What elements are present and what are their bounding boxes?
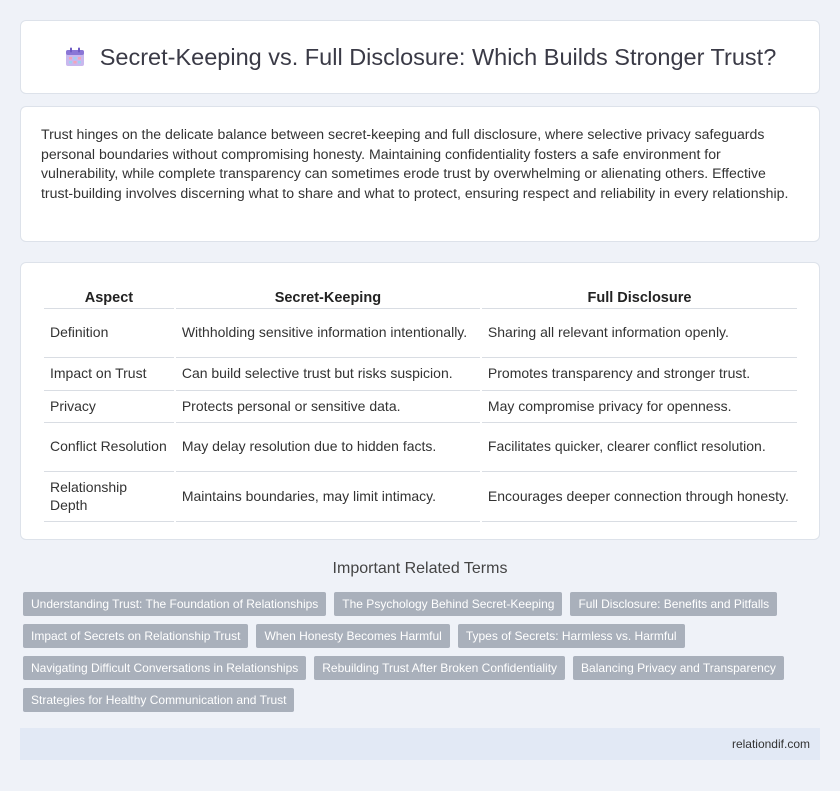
cell-secret-keeping: Maintains boundaries, may limit intimacy. (176, 472, 480, 522)
header-full-disclosure: Full Disclosure (482, 283, 797, 309)
cell-full-disclosure: Encourages deeper connection through honesty. (482, 472, 797, 522)
related-tag[interactable]: Rebuilding Trust After Broken Confidentiality (314, 656, 565, 680)
cell-aspect: Impact on Trust (44, 358, 174, 391)
intro-card (20, 106, 820, 242)
footer (20, 728, 820, 760)
related-tags (23, 592, 803, 712)
related-tag[interactable]: Full Disclosure: Benefits and Pitfalls (570, 592, 777, 616)
cell-secret-keeping: May delay resolution due to hidden facts. (176, 423, 480, 472)
related-tag[interactable]: Navigating Difficult Conversations in Relationships (23, 656, 306, 680)
related-tag[interactable]: Understanding Trust: The Foundation of Relationships (23, 592, 326, 616)
cell-aspect: Privacy (44, 391, 174, 424)
table-row (44, 309, 797, 358)
cell-full-disclosure: Sharing all relevant information openly. (482, 309, 797, 358)
calendar-icon (64, 46, 86, 68)
cell-full-disclosure: Facilitates quicker, clearer conflict resolution. (482, 423, 797, 472)
table-row (44, 358, 797, 391)
cell-aspect: Definition (44, 309, 174, 358)
page-title: Secret-Keeping vs. Full Disclosure: Which Builds Stronger Trust? (99, 43, 777, 70)
related-tag[interactable]: The Psychology Behind Secret-Keeping (334, 592, 562, 616)
footer-site[interactable]: relationdif.com (731, 737, 810, 751)
intro-text: Trust hinges on the delicate balance between secret-keeping and full disclosure, where selective privacy safeguards personal boundaries without compromising honesty. Maintaining confidentiality fosters a safe environment for vulnerability, while complete transparency can sometimes erode trust by overwhelming or alienating others. Effective trust-building involves discerning what to share and what to protect, ensuring respect and reliability in every relationship. (41, 126, 789, 201)
cell-full-disclosure: May compromise privacy for openness. (482, 391, 797, 424)
related-tag[interactable]: Strategies for Healthy Communication and Trust (23, 688, 294, 712)
cell-aspect: Relationship Depth (44, 472, 174, 522)
cell-secret-keeping: Withholding sensitive information intentionally. (176, 309, 480, 358)
related-tag[interactable]: Types of Secrets: Harmless vs. Harmful (458, 624, 685, 648)
cell-full-disclosure: Promotes transparency and stronger trust. (482, 358, 797, 391)
table-header-row (44, 283, 797, 309)
cell-secret-keeping: Protects personal or sensitive data. (176, 391, 480, 424)
cell-aspect: Conflict Resolution (44, 423, 174, 472)
related-tag[interactable]: Balancing Privacy and Transparency (573, 656, 784, 680)
page-header (20, 20, 820, 94)
table-row (44, 423, 797, 472)
comparison-card (20, 262, 820, 540)
cell-secret-keeping: Can build selective trust but risks suspicion. (176, 358, 480, 391)
related-terms-section (20, 560, 820, 578)
related-terms-title: Important Related Terms (332, 560, 508, 577)
table-row (44, 391, 797, 424)
related-tag[interactable]: Impact of Secrets on Relationship Trust (23, 624, 248, 648)
header-aspect: Aspect (44, 283, 174, 309)
table-row (44, 472, 797, 522)
header-secret-keeping: Secret-Keeping (176, 283, 480, 309)
related-tag[interactable]: When Honesty Becomes Harmful (256, 624, 449, 648)
comparison-table (42, 283, 799, 522)
